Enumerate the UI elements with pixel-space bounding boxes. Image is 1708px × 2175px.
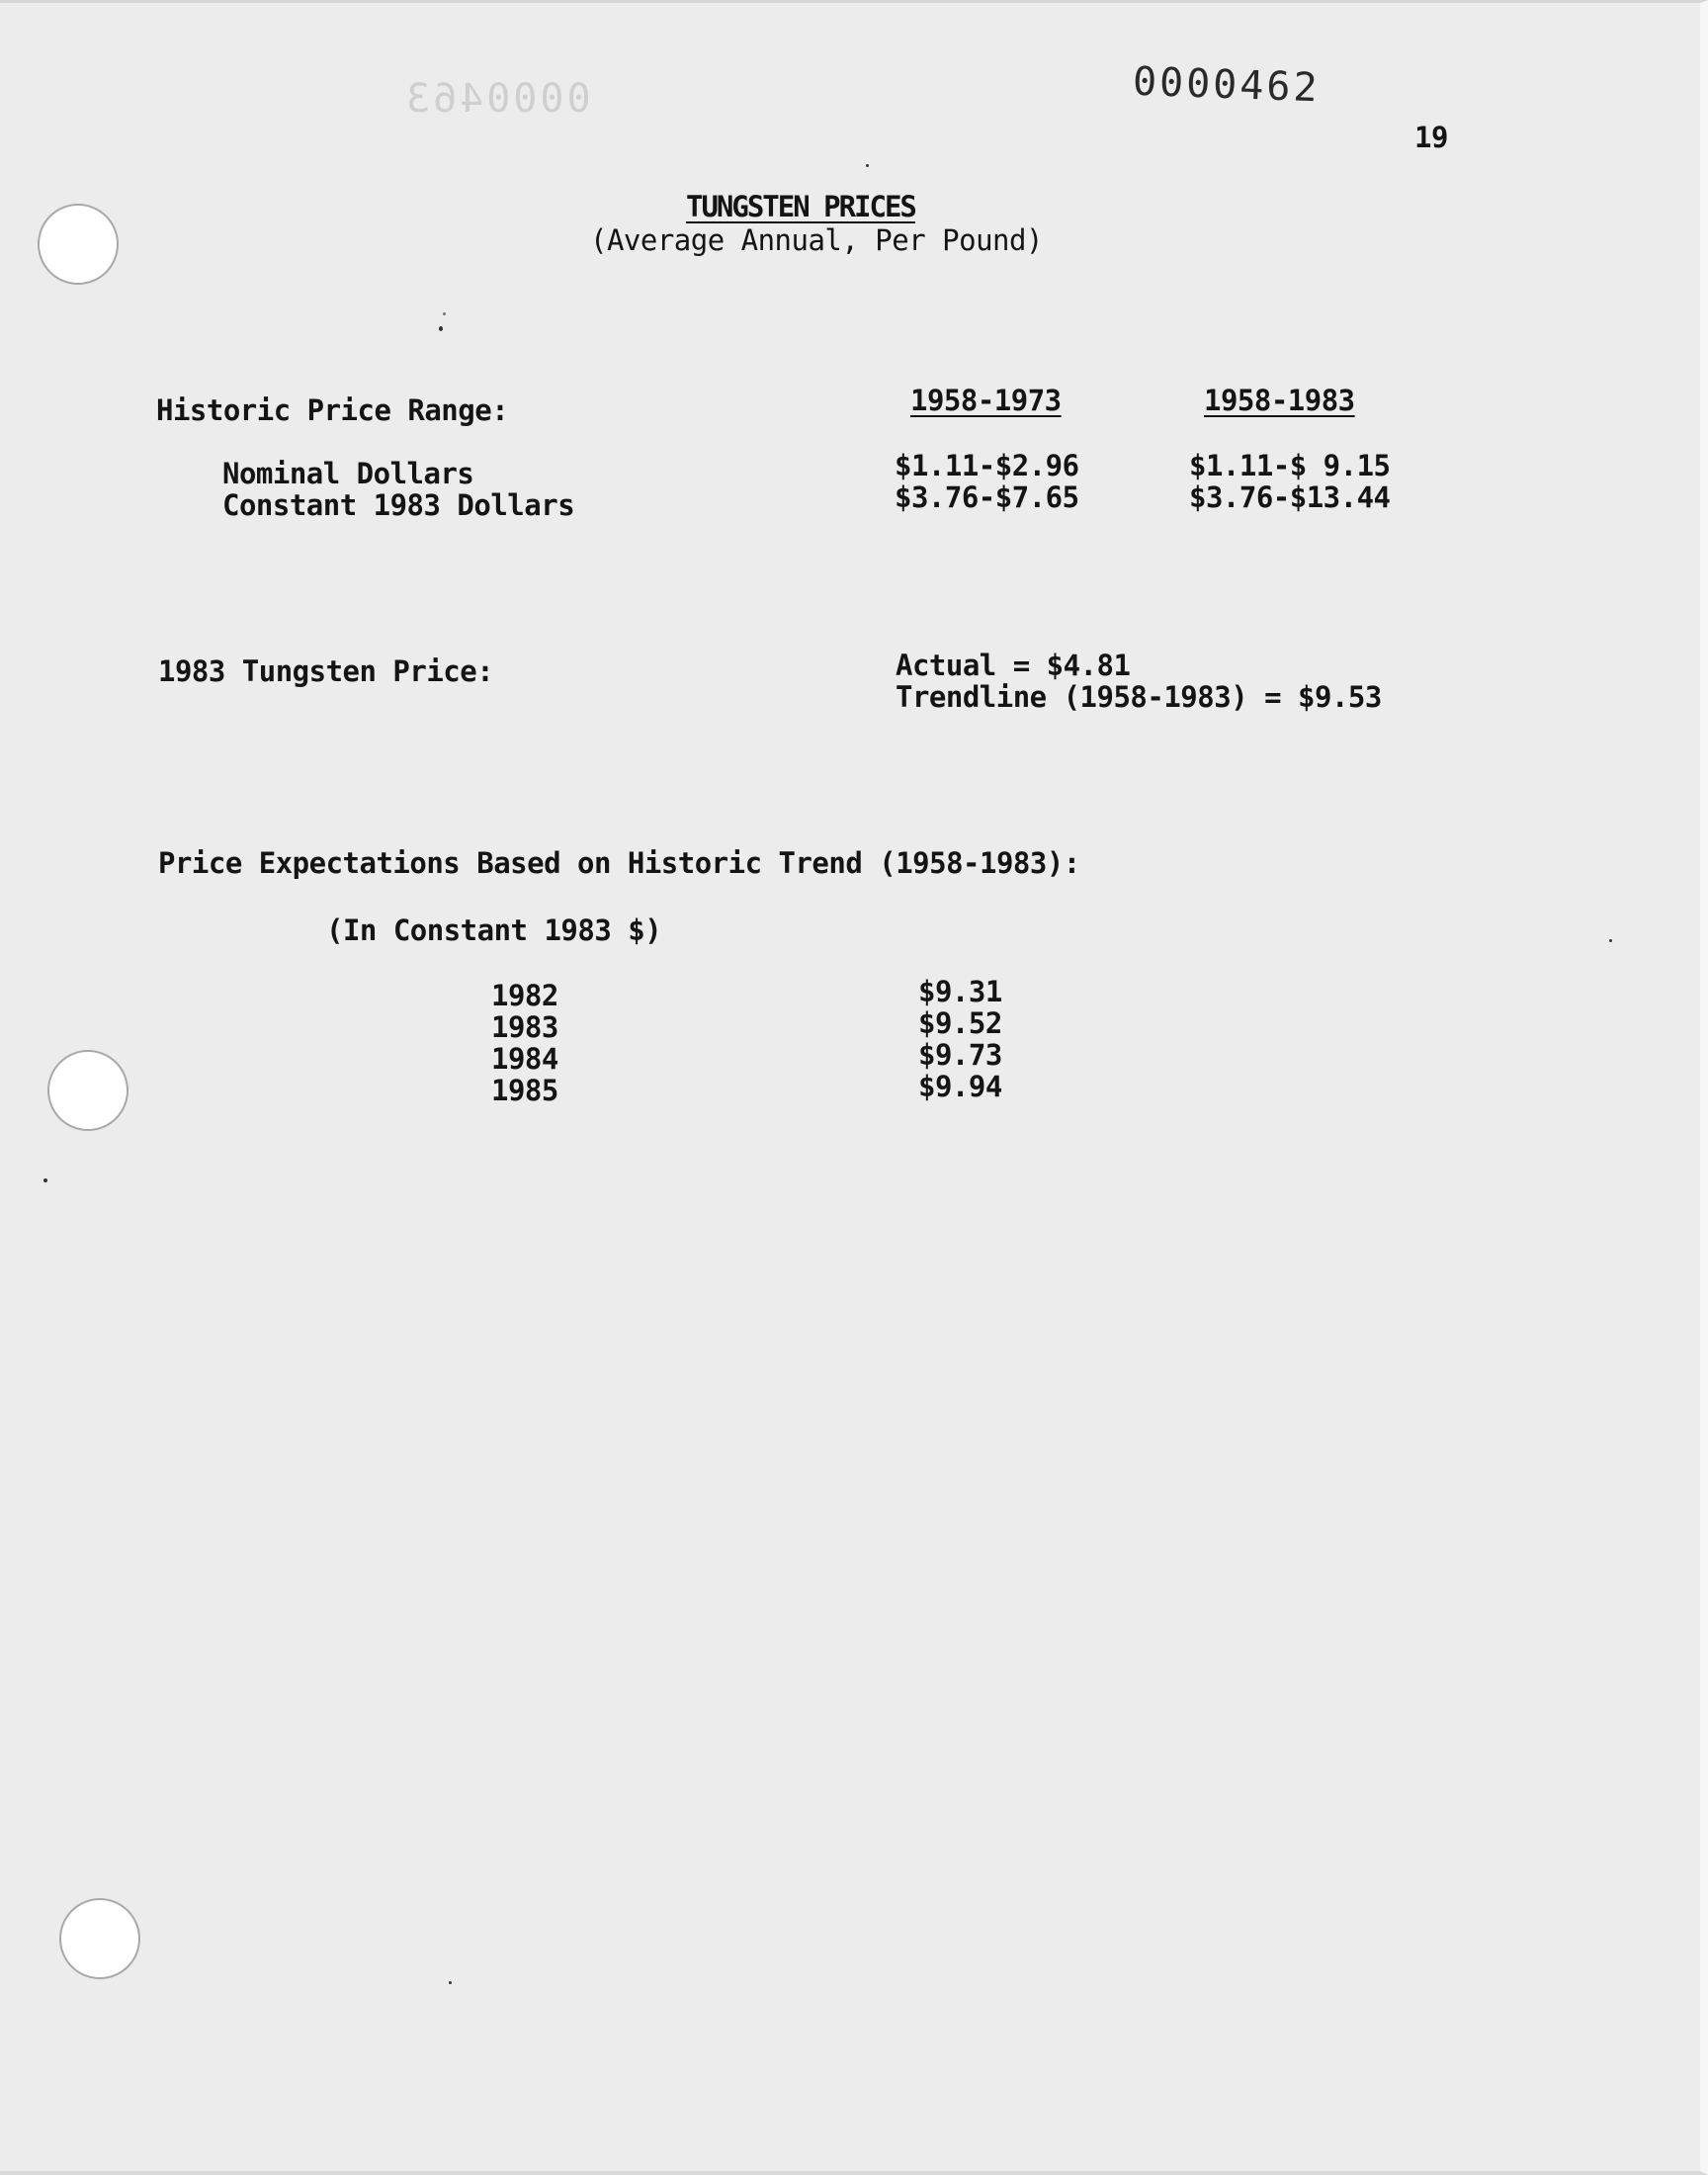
row-label-nominal: Nominal Dollars xyxy=(222,457,474,490)
price-1983-label: 1983 Tungsten Price: xyxy=(158,654,494,688)
expectation-price: $9.52 xyxy=(918,1006,1002,1040)
constant-1958-1973: $3.76-$7.65 xyxy=(895,480,1079,514)
expectation-year: 1982 xyxy=(491,979,558,1012)
page-number: 19 xyxy=(1414,121,1448,154)
expectations-heading: Price Expectations Based on Historic Trend (1958-1983): xyxy=(158,846,1080,880)
binder-hole-middle xyxy=(47,1050,128,1131)
historic-range-col1-header: 1958-1973 xyxy=(910,384,1062,417)
page-subtitle: (Average Annual, Per Pound) xyxy=(590,223,1043,257)
scan-speck xyxy=(443,312,446,315)
scan-speck xyxy=(439,326,443,331)
historic-range-label: Historic Price Range: xyxy=(156,393,509,427)
expectation-price: $9.73 xyxy=(918,1038,1002,1072)
binder-hole-top xyxy=(38,204,119,285)
expectation-year: 1983 xyxy=(491,1010,558,1044)
expectation-price: $9.94 xyxy=(918,1070,1002,1103)
scan-speck xyxy=(1609,939,1612,942)
document-stamp-number: 0000462 xyxy=(1132,58,1322,112)
scan-speck xyxy=(866,164,869,167)
nominal-1958-1983: $1.11-$ 9.15 xyxy=(1189,449,1391,482)
price-1983-actual: Actual = $4.81 xyxy=(896,649,1131,682)
constant-1958-1983: $3.76-$13.44 xyxy=(1189,480,1391,514)
scan-speck xyxy=(43,1178,47,1182)
price-1983-trendline: Trendline (1958-1983) = $9.53 xyxy=(896,680,1382,714)
scan-speck xyxy=(449,1981,452,1984)
binder-hole-bottom xyxy=(59,1898,140,1979)
bleed-through-stamp: 0000463 xyxy=(403,76,591,122)
nominal-1958-1973: $1.11-$2.96 xyxy=(895,449,1079,482)
expectation-year: 1984 xyxy=(491,1042,558,1076)
expectations-units: (In Constant 1983 $) xyxy=(326,914,662,947)
page-title: TUNGSTEN PRICES xyxy=(686,190,915,223)
expectation-year: 1985 xyxy=(491,1074,558,1107)
row-label-constant: Constant 1983 Dollars xyxy=(222,488,575,522)
historic-range-col2-header: 1958-1983 xyxy=(1204,384,1355,417)
expectation-price: $9.31 xyxy=(918,975,1002,1008)
